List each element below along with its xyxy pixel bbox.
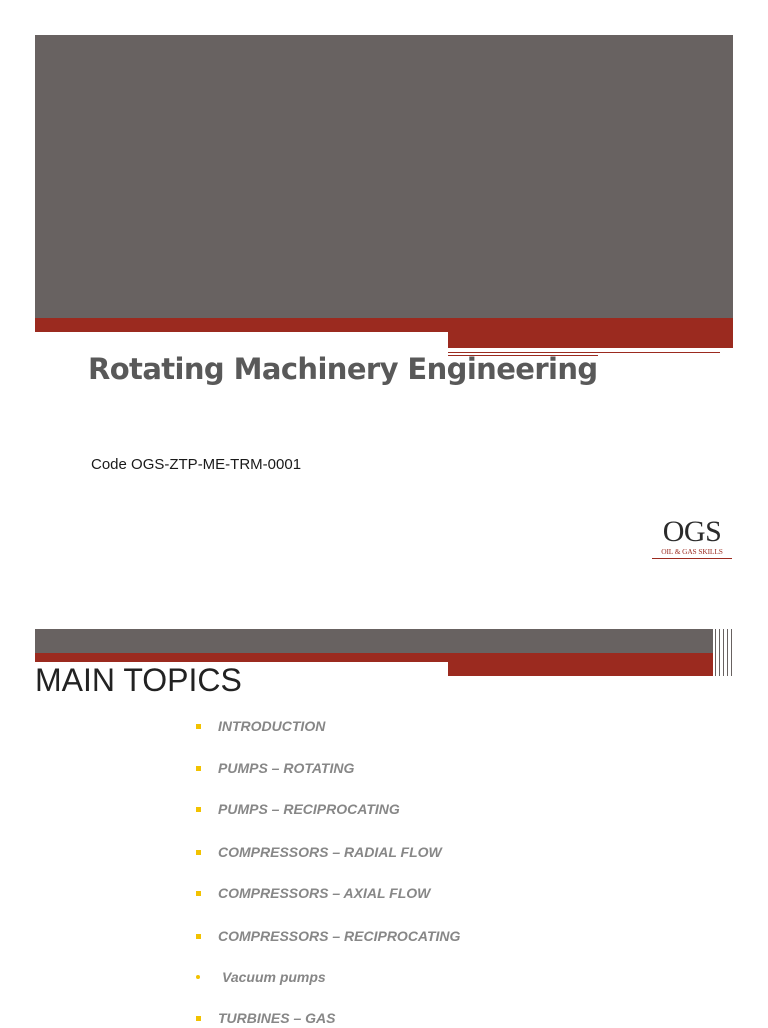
topic-label: Vacuum pumps <box>222 969 326 985</box>
logo-text: OGS <box>662 515 722 548</box>
ogs-logo <box>652 516 732 562</box>
bullet-icon <box>196 766 201 771</box>
bullet-icon <box>196 934 201 939</box>
bullet-icon <box>196 807 201 812</box>
list-item <box>196 758 354 778</box>
accent-band <box>35 318 733 332</box>
list-item <box>196 716 325 736</box>
bullet-icon <box>196 975 200 979</box>
list-item <box>196 967 326 987</box>
section-heading: MAIN TOPICS <box>35 662 242 698</box>
logo-underline <box>652 558 732 559</box>
divider-bar <box>723 629 724 676</box>
bullet-icon <box>196 850 201 855</box>
topic-label: PUMPS – RECIPROCATING <box>218 801 400 817</box>
title-slide-banner <box>35 35 733 318</box>
logo-subtitle: OIL & GAS SKILLS <box>661 547 723 556</box>
topic-label: INTRODUCTION <box>218 718 326 734</box>
accent-band-step <box>448 662 713 676</box>
divider-bar <box>727 629 728 676</box>
divider-bar <box>731 629 732 676</box>
list-item <box>196 1008 335 1028</box>
accent-band <box>35 653 713 662</box>
bullet-icon <box>196 1016 201 1021</box>
divider-bar <box>715 629 716 676</box>
list-item <box>196 883 430 903</box>
document-code: Code OGS-ZTP-ME-TRM-0001 <box>91 456 302 473</box>
divider-bar <box>719 629 720 676</box>
list-item <box>196 842 442 862</box>
bullet-icon <box>196 724 201 729</box>
topic-label: COMPRESSORS – RADIAL FLOW <box>218 844 442 860</box>
topic-label: TURBINES – GAS <box>218 1010 336 1026</box>
topic-label: PUMPS – ROTATING <box>218 760 355 776</box>
list-item <box>196 926 460 946</box>
slide-title: Rotating Machinery Engineering <box>88 352 598 386</box>
topic-label: COMPRESSORS – AXIAL FLOW <box>218 885 431 901</box>
list-item <box>196 799 400 819</box>
topics-slide-banner <box>35 629 713 653</box>
accent-band-step <box>448 332 733 348</box>
bullet-icon <box>196 891 201 896</box>
topic-label: COMPRESSORS – RECIPROCATING <box>218 928 461 944</box>
